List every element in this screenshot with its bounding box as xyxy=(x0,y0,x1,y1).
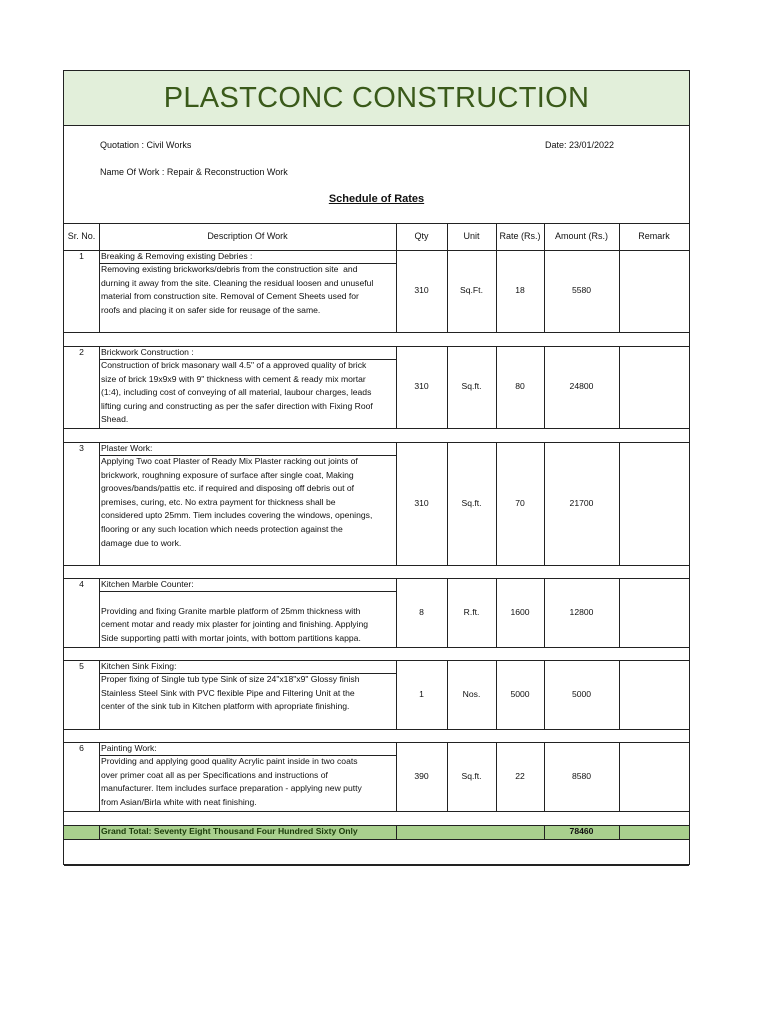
row-bottom-border xyxy=(64,332,689,333)
date-label: Date: 23/01/2022 xyxy=(545,140,615,150)
unit-cell: Sq.ft. xyxy=(461,497,482,508)
column-divider xyxy=(447,223,448,250)
column-header-qty: Qty xyxy=(414,231,429,241)
column-divider xyxy=(99,660,100,729)
column-divider xyxy=(496,223,497,250)
schedule-title: Schedule of Rates xyxy=(328,193,425,205)
item-description: Providing and fixing Granite marble platform of 25mm thickness with cement motar and ready mix plaster for jointing and finishing. Applying Side supporting patti with mortar joints, with bottom partitions kappa. xyxy=(101,605,369,643)
sr-no: 2 xyxy=(79,347,84,357)
amount-cell: 5000 xyxy=(571,688,592,699)
rate-cell: 80 xyxy=(515,381,525,391)
name-of-work-label: Name Of Work : Repair & Reconstruction Work xyxy=(100,167,288,177)
row-bottom-border xyxy=(64,647,689,648)
column-divider xyxy=(619,660,620,729)
sr-no: 6 xyxy=(79,743,84,753)
column-header-sr: Sr. No. xyxy=(67,231,96,241)
unit-cell: R.ft. xyxy=(463,606,480,617)
column-divider xyxy=(99,346,100,428)
amount-cell: 8580 xyxy=(571,770,592,781)
column-divider xyxy=(619,742,620,811)
grand-total-label: Grand Total: Seventy Eight Thousand Four Hundred Sixty Only xyxy=(101,826,358,836)
company-title: PLASTCONC CONSTRUCTION xyxy=(163,81,590,114)
item-description: Removing existing brickworks/debris from the construction site and durning it away from the site. Cleaning the residual loosen and unuseful material from construction site. Removal of Cement Sheets used for roofs and placing it on safer side for reusage of the same. xyxy=(101,264,374,315)
rate-cell: 1600 xyxy=(510,606,530,617)
item-heading: Brickwork Construction : xyxy=(101,347,194,357)
unit-cell: Sq.Ft. xyxy=(460,285,483,295)
total-divider xyxy=(99,825,100,839)
column-divider xyxy=(619,346,620,428)
unit-cell: Sq.ft. xyxy=(461,770,482,781)
total-divider xyxy=(396,825,397,839)
column-divider xyxy=(619,442,620,565)
column-divider xyxy=(99,578,100,647)
item-description: Providing and applying good quality Acrylic paint inside in two coats over primer coat all as per Specifications and instructions of manufacturer. Item includes surface preparation - applying new putty from Asian/Birla white with neat finishing. xyxy=(101,756,362,807)
item-heading: Painting Work: xyxy=(101,743,157,753)
rate-cell: 18 xyxy=(515,285,525,295)
amount-cell: 5580 xyxy=(571,285,592,295)
total-divider xyxy=(619,825,620,839)
column-divider xyxy=(396,223,397,250)
column-divider xyxy=(99,442,100,565)
sr-no: 4 xyxy=(79,579,84,589)
qty-cell: 390 xyxy=(414,770,429,781)
item-heading: Kitchen Sink Fixing: xyxy=(101,661,177,671)
quotation-label: Quotation : Civil Works xyxy=(100,140,192,150)
unit-cell: Nos. xyxy=(462,688,481,699)
column-divider xyxy=(99,250,100,332)
column-header-rate: Rate (Rs.) xyxy=(499,231,541,241)
qty-cell: 310 xyxy=(414,285,429,295)
column-divider xyxy=(619,250,620,332)
column-header-desc: Description Of Work xyxy=(207,231,288,241)
rate-cell: 22 xyxy=(515,770,525,781)
column-divider xyxy=(619,578,620,647)
sr-no: 5 xyxy=(79,661,84,671)
total-bottom-border xyxy=(64,839,689,840)
title-band xyxy=(64,71,689,126)
sr-no: 3 xyxy=(79,443,84,453)
sr-no: 1 xyxy=(79,251,84,261)
item-description: Construction of brick masonary wall 4.5" of a approved quality of brick size of brick 19x9x9 with 9" thickness with cement & ready mix mortar (1:4), including cost of conveying of all material, laubour charges, leads lifting curing and constructing as per the safer direction with Fixing Roof Shead. xyxy=(101,360,373,425)
column-header-unit: Unit xyxy=(463,231,480,241)
qty-cell: 1 xyxy=(419,688,424,699)
qty-cell: 8 xyxy=(419,606,424,617)
footer-border xyxy=(64,865,689,866)
table-top-border xyxy=(64,223,689,224)
quotation-sheet xyxy=(63,70,690,865)
rate-cell: 70 xyxy=(515,497,525,508)
qty-cell: 310 xyxy=(414,497,429,508)
column-divider xyxy=(619,223,620,250)
item-heading: Breaking & Removing existing Debries : xyxy=(101,251,253,261)
unit-cell: Sq.ft. xyxy=(461,381,482,391)
item-description: Applying Two coat Plaster of Ready Mix Plaster racking out joints of brickwork, roughning exposure of surface after single coat, Making grooves/bands/pattis etc. if required and disposing off debris out of premises, curing, etc. No extra payment for thickness shall be considered upto 25mm. Tiem includes covering the windows, openings, flooring or any such location which needs protection against the damage due to work. xyxy=(101,456,373,548)
grand-total-amount: 78460 xyxy=(569,826,594,836)
amount-cell: 24800 xyxy=(569,381,594,391)
column-divider xyxy=(99,223,100,250)
row-bottom-border xyxy=(64,729,689,730)
row-bottom-border xyxy=(64,428,689,429)
item-description: Proper fixing of Single tub type Sink of size 24"x18"x9" Glossy finish Stainless Steel Sink with PVC flexible Pipe and Filtering Unit at the center of the sink tub in Kitchen platform with apropriate finishing. xyxy=(101,674,360,712)
column-divider xyxy=(544,223,545,250)
column-header-remark: Remark xyxy=(638,231,670,241)
item-heading: Kitchen Marble Counter: xyxy=(101,579,194,589)
column-header-amount: Amount (Rs.) xyxy=(554,231,608,241)
amount-cell: 21700 xyxy=(569,497,594,508)
rate-cell: 5000 xyxy=(510,688,530,699)
row-bottom-border xyxy=(64,565,689,566)
column-divider xyxy=(99,742,100,811)
item-heading: Plaster Work: xyxy=(101,443,153,453)
row-bottom-border xyxy=(64,811,689,812)
qty-cell: 310 xyxy=(414,381,429,391)
amount-cell: 12800 xyxy=(569,606,594,617)
